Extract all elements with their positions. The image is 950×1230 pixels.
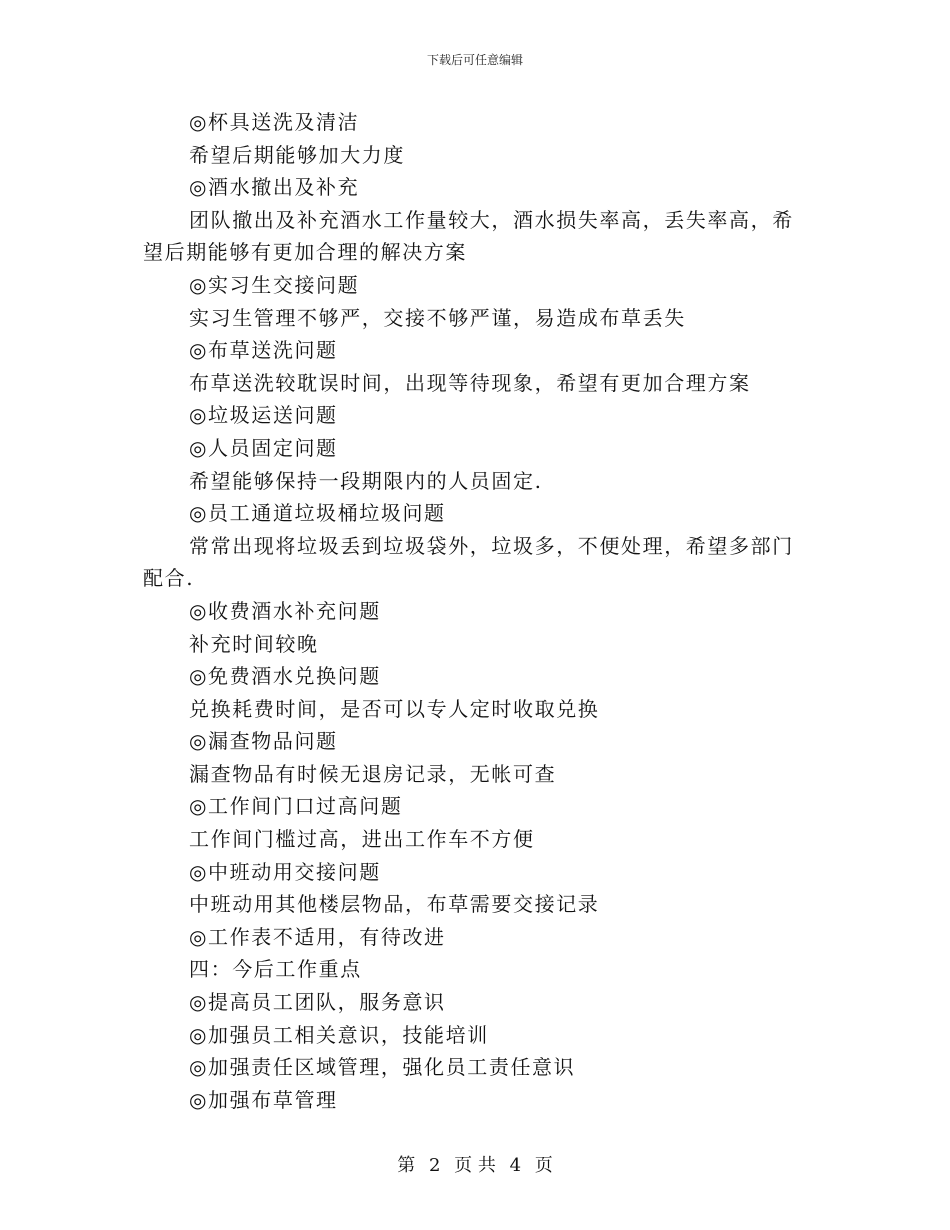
body-line: 漏查物品有时候无退房记录，无帐可查 bbox=[189, 761, 557, 786]
body-line: ◎加强责任区域管理，强化员工责任意识 bbox=[189, 1055, 576, 1080]
body-line: ◎加强员工相关意识，技能培训 bbox=[189, 1022, 489, 1047]
body-line: ◎加强布草管理 bbox=[189, 1087, 338, 1112]
body-line: ◎人员固定问题 bbox=[189, 435, 338, 460]
body-line: 配合. bbox=[143, 566, 195, 591]
body-line: 希望能够保持一段期限内的人员固定. bbox=[189, 468, 543, 493]
page-header bbox=[0, 52, 950, 68]
body-line: ◎工作表不适用，有待改进 bbox=[189, 924, 446, 949]
body-line: ◎工作间门口过高问题 bbox=[189, 794, 403, 819]
section-heading: 四：今后工作重点 bbox=[189, 957, 362, 982]
footer-total-pages: 4 bbox=[509, 1155, 522, 1176]
body-line: ◎酒水撤出及补充 bbox=[189, 175, 360, 200]
document-body bbox=[143, 106, 807, 1116]
body-line: ◎实习生交接问题 bbox=[189, 272, 360, 297]
header-text: 下载后可任意编辑 bbox=[426, 53, 523, 67]
footer-page-number: 2 bbox=[428, 1155, 441, 1176]
body-line: 中班动用其他楼层物品，布草需要交接记录 bbox=[189, 892, 600, 917]
body-line: 工作间门槛过高，进出工作车不方便 bbox=[189, 827, 535, 852]
body-line: 常常出现将垃圾丢到垃圾袋外，垃圾多，不便处理，希望多部门 bbox=[189, 533, 794, 558]
body-line: 补充时间较晚 bbox=[189, 631, 319, 656]
body-line: 团队撤出及补充酒水工作量较大，酒水损失率高，丢失率高，希 bbox=[189, 207, 794, 232]
footer-suffix: 页 bbox=[534, 1155, 553, 1176]
footer-prefix: 第 bbox=[397, 1155, 416, 1176]
body-line: ◎布草送洗问题 bbox=[189, 338, 338, 363]
body-line: ◎中班动用交接问题 bbox=[189, 859, 381, 884]
footer-middle: 页 共 bbox=[454, 1155, 496, 1176]
body-line: ◎免费酒水兑换问题 bbox=[189, 664, 381, 689]
body-line: ◎提高员工团队，服务意识 bbox=[189, 990, 446, 1015]
body-line: 实习生管理不够严，交接不够严谨，易造成布草丢失 bbox=[189, 305, 686, 330]
body-line: ◎员工通道垃圾桶垃圾问题 bbox=[189, 501, 446, 526]
body-line: 布草送洗较耽误时间，出现等待现象，希望有更加合理方案 bbox=[189, 370, 751, 395]
body-line: ◎垃圾运送问题 bbox=[189, 403, 338, 428]
body-line: 望后期能够有更加合理的解决方案 bbox=[143, 240, 467, 265]
page-footer bbox=[0, 1154, 950, 1178]
body-line: 希望后期能够加大力度 bbox=[189, 142, 405, 167]
body-line: ◎收费酒水补充问题 bbox=[189, 598, 381, 623]
body-line: 兑换耗费时间，是否可以专人定时收取兑换 bbox=[189, 696, 600, 721]
body-line: ◎杯具送洗及清洁 bbox=[189, 110, 360, 134]
body-line: ◎漏查物品问题 bbox=[189, 729, 338, 754]
